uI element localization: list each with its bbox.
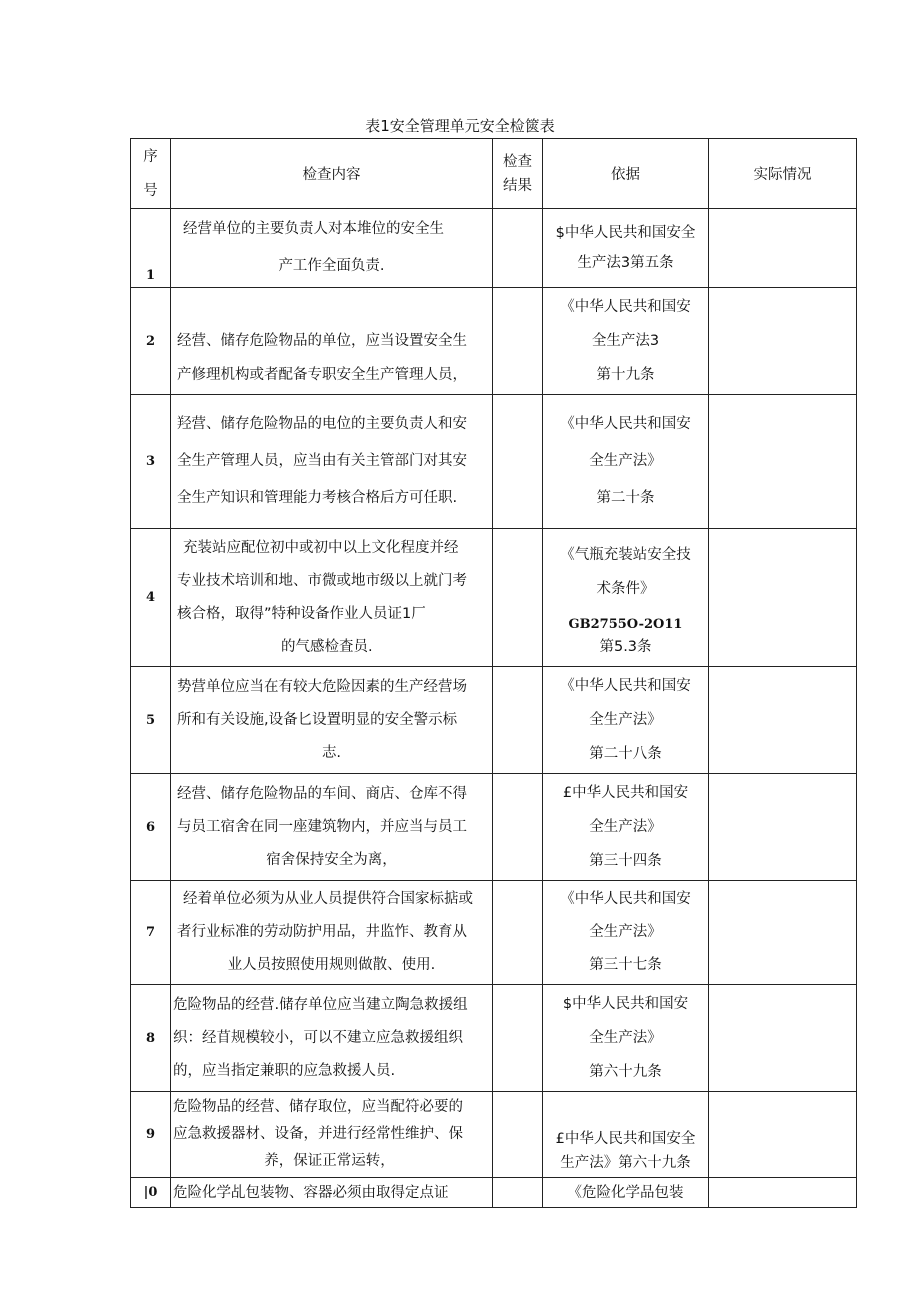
- header-no-line1: 序: [143, 148, 158, 165]
- check-result-cell: [493, 1178, 543, 1208]
- content-line: 危险物品的经营、储存取位，应当配符必要的: [173, 1099, 463, 1115]
- content-line: 与员工宿舍在同一座建筑物内，并应当与员工: [177, 818, 467, 835]
- actual-situation-cell: [709, 1178, 857, 1208]
- basis-line: 生产法》第六十九条: [560, 1155, 691, 1171]
- basis-line: £中华人民共和国安全: [555, 1131, 696, 1147]
- content-line: 全生产知识和管理能力考核合格后方可任职.: [177, 490, 458, 506]
- table-row: [131, 1092, 857, 1178]
- content-line: 专业技术培训和地、市微或地市级以上就门考: [177, 572, 467, 589]
- content-line: 经着单位必须为从业人员提供符合国家标掂或: [183, 891, 473, 907]
- check-result-cell: [493, 288, 543, 395]
- content-line: 志.: [321, 744, 342, 761]
- header-actual: 实际情况: [709, 139, 857, 209]
- content-line: 全生产管理人员，应当由有关主管部门对其安: [177, 453, 467, 469]
- basis: [543, 667, 709, 774]
- content-line: 经营单位的主要负责人对本堆位的安全生: [183, 221, 444, 237]
- content-line: 的，应当指定兼职的应急救援人员.: [173, 1062, 396, 1079]
- basis-line: 第三十四条: [589, 853, 662, 869]
- basis: [543, 1178, 709, 1208]
- check-content: [171, 209, 493, 288]
- basis-line: 第二十八条: [589, 746, 662, 762]
- table-row: [131, 985, 857, 1092]
- check-content: [171, 667, 493, 774]
- content-line: 的气感检査员.: [281, 638, 373, 655]
- check-content: [171, 881, 493, 985]
- actual-situation-cell: [709, 985, 857, 1092]
- basis-line: 第十九条: [596, 367, 655, 383]
- row-number: 5: [131, 667, 171, 774]
- basis-line: 全生产法》: [589, 819, 662, 835]
- basis-line: 《危险化学品包装: [567, 1184, 684, 1201]
- content-line: 产工作全面负责.: [278, 258, 385, 274]
- basis-line: 第5.3条: [599, 638, 652, 655]
- actual-situation-cell: [709, 288, 857, 395]
- basis-line: GB2755O-2O11: [568, 616, 683, 632]
- header-content: 检查内容: [171, 139, 493, 209]
- basis-line: 第六十九条: [589, 1064, 662, 1080]
- basis-line: 全生产法》: [589, 453, 662, 469]
- content-line: 宿舍保持安全为离，: [266, 851, 397, 868]
- basis-line: 第二十条: [596, 490, 655, 506]
- basis: [543, 1092, 709, 1178]
- basis-line: 《中华人民共和国安: [560, 678, 691, 694]
- row-number: 8: [131, 985, 171, 1092]
- content-line: 所和有关设施,设备匕设置明显的安全警示标: [177, 711, 458, 728]
- basis: [543, 209, 709, 288]
- content-line: 养，保证正常运转，: [264, 1153, 395, 1169]
- actual-situation-cell: [709, 1092, 857, 1178]
- basis: [543, 529, 709, 667]
- content-line: 危险化学乩包装物、容器必须由取得定点证: [173, 1184, 449, 1201]
- content-line: 业人员按照使用规则做散、使用.: [227, 957, 436, 973]
- table-row: [131, 667, 857, 774]
- row-number: |0: [131, 1178, 171, 1208]
- basis-line: $中华人民共和国安: [562, 996, 689, 1012]
- check-result-cell: [493, 395, 543, 529]
- check-result-cell: [493, 881, 543, 985]
- content-line: 羟营、储存危险物品的电位的主要负责人和安: [177, 416, 467, 432]
- check-content: [171, 288, 493, 395]
- basis-line: 术条件》: [596, 580, 655, 597]
- row-number: 7: [131, 881, 171, 985]
- header-no-line2: 号: [143, 182, 158, 199]
- table-row: [131, 395, 857, 529]
- table-row: [131, 209, 857, 288]
- actual-situation-cell: [709, 774, 857, 881]
- table-row: [131, 774, 857, 881]
- row-number: 6: [131, 774, 171, 881]
- basis-line: 第三十七条: [589, 957, 662, 973]
- table-title: 表1安全管理单元安全检篋表: [365, 117, 555, 135]
- row-number: 4: [131, 529, 171, 667]
- header-result: [493, 139, 543, 209]
- row-number: 3: [131, 395, 171, 529]
- content-line: 危险物品的经营.储存单位应当建立陶急救援组: [173, 996, 468, 1013]
- actual-situation-cell: [709, 209, 857, 288]
- basis-line: 全生产法》: [589, 924, 662, 940]
- table-row: [131, 1178, 857, 1208]
- actual-situation-cell: [709, 529, 857, 667]
- basis: [543, 395, 709, 529]
- basis: [543, 774, 709, 881]
- check-result-cell: [493, 667, 543, 774]
- content-line: 产修理机构或者配备专职安全生产管理人员，: [177, 367, 467, 383]
- basis-line: 生产法3第五条: [577, 255, 674, 271]
- content-line: 势营单位应当在有较大危险因素的生产经营场: [177, 678, 467, 695]
- content-line: 织：经苜规模较小，可以不建立应急救援组织: [173, 1029, 463, 1046]
- content-line: 充装站应配位初中或初中以上文化程度并经: [183, 539, 459, 556]
- header-result-line1: 检查: [503, 153, 532, 170]
- check-result-cell: [493, 209, 543, 288]
- check-result-cell: [493, 1092, 543, 1178]
- actual-situation-cell: [709, 395, 857, 529]
- basis-line: 《气瓶充装站安全技: [560, 546, 691, 563]
- table-row: [131, 881, 857, 985]
- check-result-cell: [493, 985, 543, 1092]
- row-number: 1: [131, 209, 171, 288]
- safety-check-table: [130, 138, 857, 1208]
- basis-line: 全生产法》: [589, 712, 662, 728]
- basis: [543, 881, 709, 985]
- actual-situation-cell: [709, 881, 857, 985]
- check-content: [171, 1178, 493, 1208]
- basis-line: 《中华人民共和国安: [560, 299, 691, 315]
- check-result-cell: [493, 529, 543, 667]
- basis-line: 《中华人民共和国安: [560, 416, 691, 432]
- check-content: [171, 985, 493, 1092]
- content-line: 核合格，取得”特种设备作业人员证1厂: [177, 605, 426, 622]
- row-number: 9: [131, 1092, 171, 1178]
- content-line: 者行业标准的劳动防护用品，井监怍、教育从: [177, 924, 467, 940]
- check-content: [171, 395, 493, 529]
- check-content: [171, 774, 493, 881]
- check-content: [171, 1092, 493, 1178]
- basis-line: 《中华人民共和国安: [560, 891, 691, 907]
- basis-line: 全生产法》: [589, 1030, 662, 1046]
- header-basis: 依据: [543, 139, 709, 209]
- basis-line: 全生产法3: [591, 333, 660, 349]
- header-result-line2: 结果: [503, 177, 532, 194]
- basis-line: £中华人民共和国安: [562, 785, 689, 801]
- content-line: 应急救援器材、设备，并进行经常性维护、保: [173, 1126, 463, 1142]
- actual-situation-cell: [709, 667, 857, 774]
- row-number: 2: [131, 288, 171, 395]
- header-row: [131, 139, 857, 209]
- basis-line: $中华人民共和国安全: [555, 225, 696, 241]
- content-line: 经营、储存危险物品的单位，应当设置安全生: [177, 333, 467, 349]
- header-no: [131, 139, 171, 209]
- basis: [543, 288, 709, 395]
- content-line: 经营、储存危险物品的车间、商店、仓库不得: [177, 785, 467, 802]
- check-result-cell: [493, 774, 543, 881]
- table-row: [131, 529, 857, 667]
- table-row: [131, 288, 857, 395]
- basis: [543, 985, 709, 1092]
- check-content: [171, 529, 493, 667]
